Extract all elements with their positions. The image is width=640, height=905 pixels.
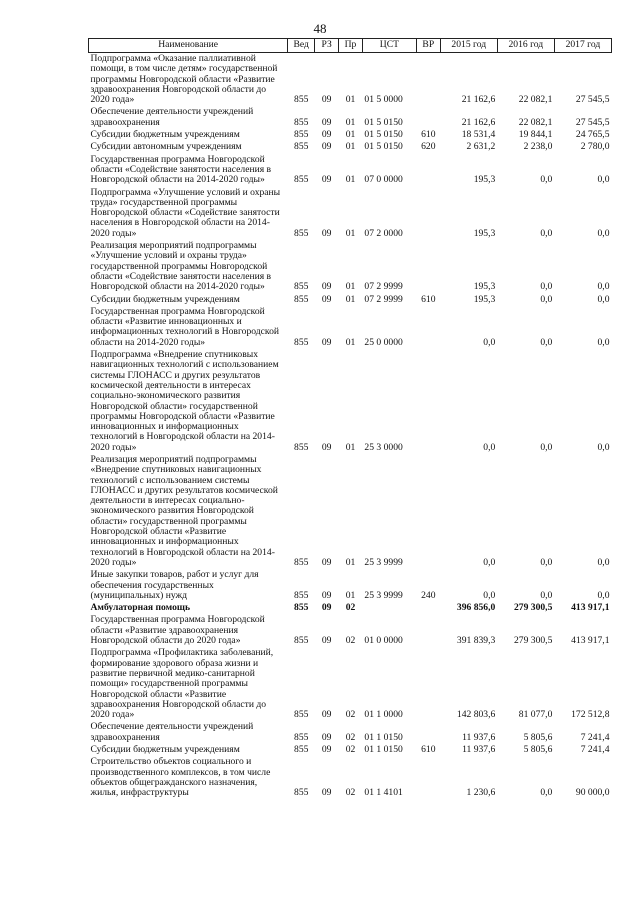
row-2015-cell: 18 531,4 (461, 129, 496, 141)
table-row (89, 757, 612, 800)
row-ved-cell: 855 (294, 94, 309, 106)
row-rz-cell: 09 (321, 94, 332, 106)
row-2015-cell: 0,0 (483, 589, 496, 601)
table-row (89, 107, 612, 130)
table-row (89, 722, 612, 745)
table-row (89, 53, 612, 108)
row-2015-cell: 1 230,6 (466, 787, 496, 799)
row-vr-cell (416, 107, 440, 130)
row-2016-cell: 5 805,6 (523, 744, 553, 755)
header-2015: 2015 год (440, 39, 497, 53)
budget-table-sheet (88, 38, 612, 800)
row-cst-cell: 07 0 0000 (364, 174, 403, 186)
row-name-cell: Подпрограмма «Профилактика заболеваний, формирование здорового образа жизни и развитие первичной медико-санитарной помощи» государственной программы Новгородской области «Развитие здравоохранения Новгородской области до 2020 года» (90, 647, 274, 721)
row-rz-cell: 09 (321, 281, 332, 293)
row-pr-cell: 02 (345, 731, 356, 743)
row-pr-cell: 02 (345, 744, 356, 755)
header-ved: Вед (288, 39, 315, 53)
budget-table (88, 38, 612, 800)
row-rz-cell: 09 (321, 589, 332, 601)
row-vr-cell: 610 (421, 129, 436, 141)
row-pr-cell: 01 (345, 441, 356, 453)
row-name-cell: Обеспечение деятельности учреждений здравоохранения (90, 106, 254, 128)
row-ved-cell: 855 (294, 336, 309, 348)
row-cst-cell: 01 5 0150 (364, 116, 403, 128)
row-2016-cell: 0,0 (540, 336, 553, 348)
row-name-cell: Амбулаторная помощь (90, 602, 191, 614)
row-ved-cell: 855 (294, 227, 309, 239)
row-cst-cell: 01 5 0150 (364, 129, 403, 141)
row-pr-cell: 02 (345, 787, 356, 799)
row-2017-cell: 0,0 (597, 589, 610, 601)
row-cst-cell: 01 1 0150 (364, 744, 403, 755)
row-rz-cell: 09 (321, 744, 332, 755)
row-cst-cell: 07 2 9999 (364, 293, 403, 305)
table-row (89, 188, 612, 241)
row-ved-cell: 855 (294, 129, 309, 141)
row-2017-cell: 2 780,0 (580, 141, 610, 153)
row-2016-cell: 0,0 (540, 441, 553, 453)
row-name-cell: Обеспечение деятельности учреждений здравоохранения (90, 721, 254, 743)
row-2017-cell: 27 545,5 (575, 94, 610, 106)
row-pr-cell: 01 (345, 281, 356, 293)
row-2017-cell: 413 917,1 (571, 602, 610, 614)
row-name-cell: Иные закупки товаров, работ и услуг для обеспечения государственных (муниципальных) нужд (90, 569, 259, 601)
table-row (89, 241, 612, 294)
table-row (89, 615, 612, 648)
row-cst-cell: 25 3 9999 (364, 556, 403, 568)
row-name-cell: Субсидии автономным учреждениям (90, 141, 242, 153)
row-name-cell: Подпрограмма «Оказание паллиативной помощи, в том числе детям» государственной программы Новгородской области «Развитие здравоохранения Новгородской области до 2020 года» (90, 53, 278, 106)
table-header-row (89, 39, 612, 53)
row-pr-cell: 01 (345, 336, 356, 348)
table-row (89, 570, 612, 603)
row-ved-cell: 855 (294, 602, 309, 614)
row-vr-cell: 610 (421, 293, 436, 305)
page-number: 48 (313, 21, 327, 36)
row-name-cell: Государственная программа Новгородской области «Развитие здравоохранения Новгородской области до 2020 года» (90, 614, 265, 647)
row-2016-cell: 81 077,0 (518, 709, 553, 721)
row-2015-cell: 21 162,6 (461, 116, 496, 128)
row-2016-cell: 19 844,1 (518, 129, 553, 141)
row-name-cell: Подпрограмма «Внедрение спутниковых навигационных технологий с использованием системы ГЛОНАСС и других результатов космической деятельности в интересах социально-экономического развития Новгородской области» государственной программы Новгородской области «Развитие инновационных и информационных технологий в Новгородской области на 2014-2020 годы» (90, 349, 279, 453)
row-2015-cell: 195,3 (473, 227, 496, 239)
row-cst-cell: 25 3 0000 (364, 441, 403, 453)
row-rz-cell: 09 (321, 635, 332, 647)
row-2015-cell: 142 803,6 (456, 709, 496, 721)
row-name-cell: Государственная программа Новгородской области «Развитие инновационных и информационных технологий в Новгородской области на 2014-2020 годы» (90, 305, 280, 348)
row-2017-cell: 24 765,5 (575, 129, 610, 141)
row-ved-cell: 855 (294, 293, 309, 305)
row-ved-cell: 855 (294, 635, 309, 647)
row-rz-cell: 09 (321, 141, 332, 153)
row-2016-cell: 0,0 (540, 787, 553, 799)
row-2015-cell: 11 937,6 (462, 744, 496, 755)
row-ved-cell: 855 (294, 744, 309, 755)
row-name-cell: Реализация мероприятий подпрограммы «Внедрение спутниковых навигационных технологий с использованием системы ГЛОНАСС и других результатов космической деятельности в интересах социально-экономического развития Новгородской области» государственной программы Новгородской области «Развитие инновационных и информационных технологий в Новгородской области на 2014-2020 годы» (90, 453, 278, 568)
row-2016-cell: 0,0 (540, 281, 553, 293)
row-2015-cell: 11 937,6 (462, 731, 496, 743)
row-cst-cell: 01 0 0000 (364, 635, 403, 647)
header-pr: Пр (339, 39, 363, 53)
row-ved-cell: 855 (294, 141, 309, 153)
row-2017-cell: 0,0 (597, 281, 610, 293)
row-2016-cell: 22 082,1 (518, 94, 553, 106)
row-rz-cell: 09 (321, 556, 332, 568)
row-pr-cell: 01 (345, 141, 356, 153)
row-rz-cell: 09 (321, 336, 332, 348)
row-2016-cell: 2 238,0 (523, 141, 553, 153)
row-rz-cell: 09 (321, 709, 332, 721)
row-2016-cell: 22 082,1 (518, 116, 553, 128)
header-name: Наименование (89, 39, 288, 53)
row-cst-cell: 25 0 0000 (364, 336, 403, 348)
row-cst-cell: 01 1 0000 (364, 709, 403, 721)
table-row (89, 307, 612, 350)
row-ved-cell: 855 (294, 556, 309, 568)
row-rz-cell: 09 (321, 129, 332, 141)
row-rz-cell: 09 (321, 441, 332, 453)
row-vr-cell: 240 (421, 589, 436, 601)
row-name-cell: Субсидии бюджетным учреждениям (90, 744, 240, 755)
row-2015-cell: 195,3 (473, 174, 496, 186)
header-vr: ВР (416, 39, 440, 53)
row-ved-cell: 855 (294, 787, 309, 799)
row-2015-cell: 391 839,3 (456, 635, 496, 647)
row-2016-cell: 279 300,5 (513, 602, 553, 614)
row-2016-cell: 279 300,5 (513, 635, 553, 647)
row-vr-cell (416, 757, 440, 800)
row-2017-cell: 0,0 (597, 293, 610, 305)
row-vr-cell (416, 155, 440, 188)
row-pr-cell: 01 (345, 227, 356, 239)
row-2015-cell: 0,0 (483, 441, 496, 453)
table-row (89, 648, 612, 722)
row-rz-cell: 09 (321, 787, 332, 799)
row-cst-cell: 01 5 0000 (364, 94, 403, 106)
row-ved-cell: 855 (294, 589, 309, 601)
row-2016-cell: 0,0 (540, 293, 553, 305)
row-2016-cell: 0,0 (540, 556, 553, 568)
row-pr-cell: 01 (345, 589, 356, 601)
row-vr-cell: 620 (421, 141, 436, 153)
header-2016: 2016 год (497, 39, 554, 53)
row-ved-cell: 855 (294, 281, 309, 293)
row-pr-cell: 02 (345, 635, 356, 647)
row-rz-cell: 09 (321, 174, 332, 186)
row-vr-cell (416, 455, 440, 570)
row-pr-cell: 01 (345, 116, 356, 128)
header-rz: РЗ (315, 39, 339, 53)
row-2017-cell: 27 545,5 (575, 116, 610, 128)
row-ved-cell: 855 (294, 174, 309, 186)
row-2015-cell: 195,3 (473, 293, 496, 305)
row-2015-cell: 0,0 (483, 556, 496, 568)
row-vr-cell (416, 648, 440, 722)
table-body (89, 53, 612, 801)
row-pr-cell: 01 (345, 293, 356, 305)
row-rz-cell: 09 (321, 602, 332, 614)
row-2017-cell: 7 241,4 (580, 731, 610, 743)
row-2017-cell: 0,0 (597, 556, 610, 568)
row-pr-cell: 02 (345, 709, 356, 721)
row-pr-cell: 01 (345, 556, 356, 568)
table-row (89, 295, 612, 307)
row-pr-cell: 01 (345, 94, 356, 106)
row-2016-cell: 0,0 (540, 589, 553, 601)
row-cst-cell: 01 1 0150 (364, 731, 403, 743)
row-2017-cell: 413 917,1 (571, 635, 610, 647)
row-ved-cell: 855 (294, 441, 309, 453)
row-ved-cell: 855 (294, 731, 309, 743)
table-row (89, 155, 612, 188)
row-vr-cell (416, 53, 440, 108)
header-2017: 2017 год (554, 39, 611, 53)
row-vr-cell (416, 603, 440, 615)
row-cst-cell: 01 1 4101 (364, 787, 403, 799)
row-vr-cell (416, 188, 440, 241)
row-vr-cell (416, 241, 440, 294)
row-2017-cell: 90 000,0 (575, 787, 610, 799)
row-rz-cell: 09 (321, 116, 332, 128)
row-2015-cell: 0,0 (483, 336, 496, 348)
table-row (89, 455, 612, 570)
row-name-cell: Строительство объектов социального и производственного комплексов, в том числе объектов общегражданского назначения, жилья, инфраструктуры (90, 756, 271, 799)
row-vr-cell: 610 (421, 744, 436, 755)
row-2016-cell: 5 805,6 (523, 731, 553, 743)
row-name-cell: Подпрограмма «Улучшение условий и охраны труда» государственной программы Новгородской области «Содействие занятости населения в Новгородской области на 2014-2020 годы» (90, 186, 281, 239)
row-2015-cell: 195,3 (473, 281, 496, 293)
row-rz-cell: 09 (321, 731, 332, 743)
row-rz-cell: 09 (321, 293, 332, 305)
row-vr-cell (416, 722, 440, 745)
row-2017-cell: 0,0 (597, 441, 610, 453)
row-pr-cell: 01 (345, 129, 356, 141)
row-vr-cell (416, 615, 440, 648)
row-2017-cell: 0,0 (597, 336, 610, 348)
row-ved-cell: 855 (294, 116, 309, 128)
row-vr-cell (416, 307, 440, 350)
row-2015-cell: 396 856,0 (456, 602, 496, 614)
row-cst-cell (362, 603, 416, 615)
row-pr-cell: 02 (345, 602, 356, 614)
row-2017-cell: 0,0 (597, 174, 610, 186)
row-2016-cell: 0,0 (540, 227, 553, 239)
row-2016-cell: 0,0 (540, 174, 553, 186)
row-2015-cell: 21 162,6 (461, 94, 496, 106)
row-2015-cell: 2 631,2 (466, 141, 496, 153)
row-2017-cell: 0,0 (597, 227, 610, 239)
row-2017-cell: 172 512,8 (571, 709, 610, 721)
row-rz-cell: 09 (321, 227, 332, 239)
row-cst-cell: 07 2 9999 (364, 281, 403, 293)
row-name-cell: Реализация мероприятий подпрограммы «Улучшение условий и охраны труда» государственной программы Новгородской области «Содействие занятости населения в Новгородской области на 2014-2020 годы» (90, 240, 272, 293)
header-cst: ЦСТ (362, 39, 416, 53)
row-pr-cell: 01 (345, 174, 356, 186)
table-row (89, 350, 612, 455)
row-name-cell: Субсидии бюджетным учреждениям (90, 293, 240, 305)
table-row (89, 142, 612, 154)
row-vr-cell (416, 350, 440, 455)
row-ved-cell: 855 (294, 709, 309, 721)
row-2017-cell: 7 241,4 (580, 744, 610, 755)
row-name-cell: Государственная программа Новгородской области «Содействие занятости населения в Новгородской области на 2014-2020 годы» (90, 153, 272, 186)
row-cst-cell: 01 5 0150 (364, 141, 403, 153)
row-cst-cell: 25 3 9999 (364, 589, 403, 601)
row-name-cell: Субсидии бюджетным учреждениям (90, 129, 240, 141)
row-cst-cell: 07 2 0000 (364, 227, 403, 239)
